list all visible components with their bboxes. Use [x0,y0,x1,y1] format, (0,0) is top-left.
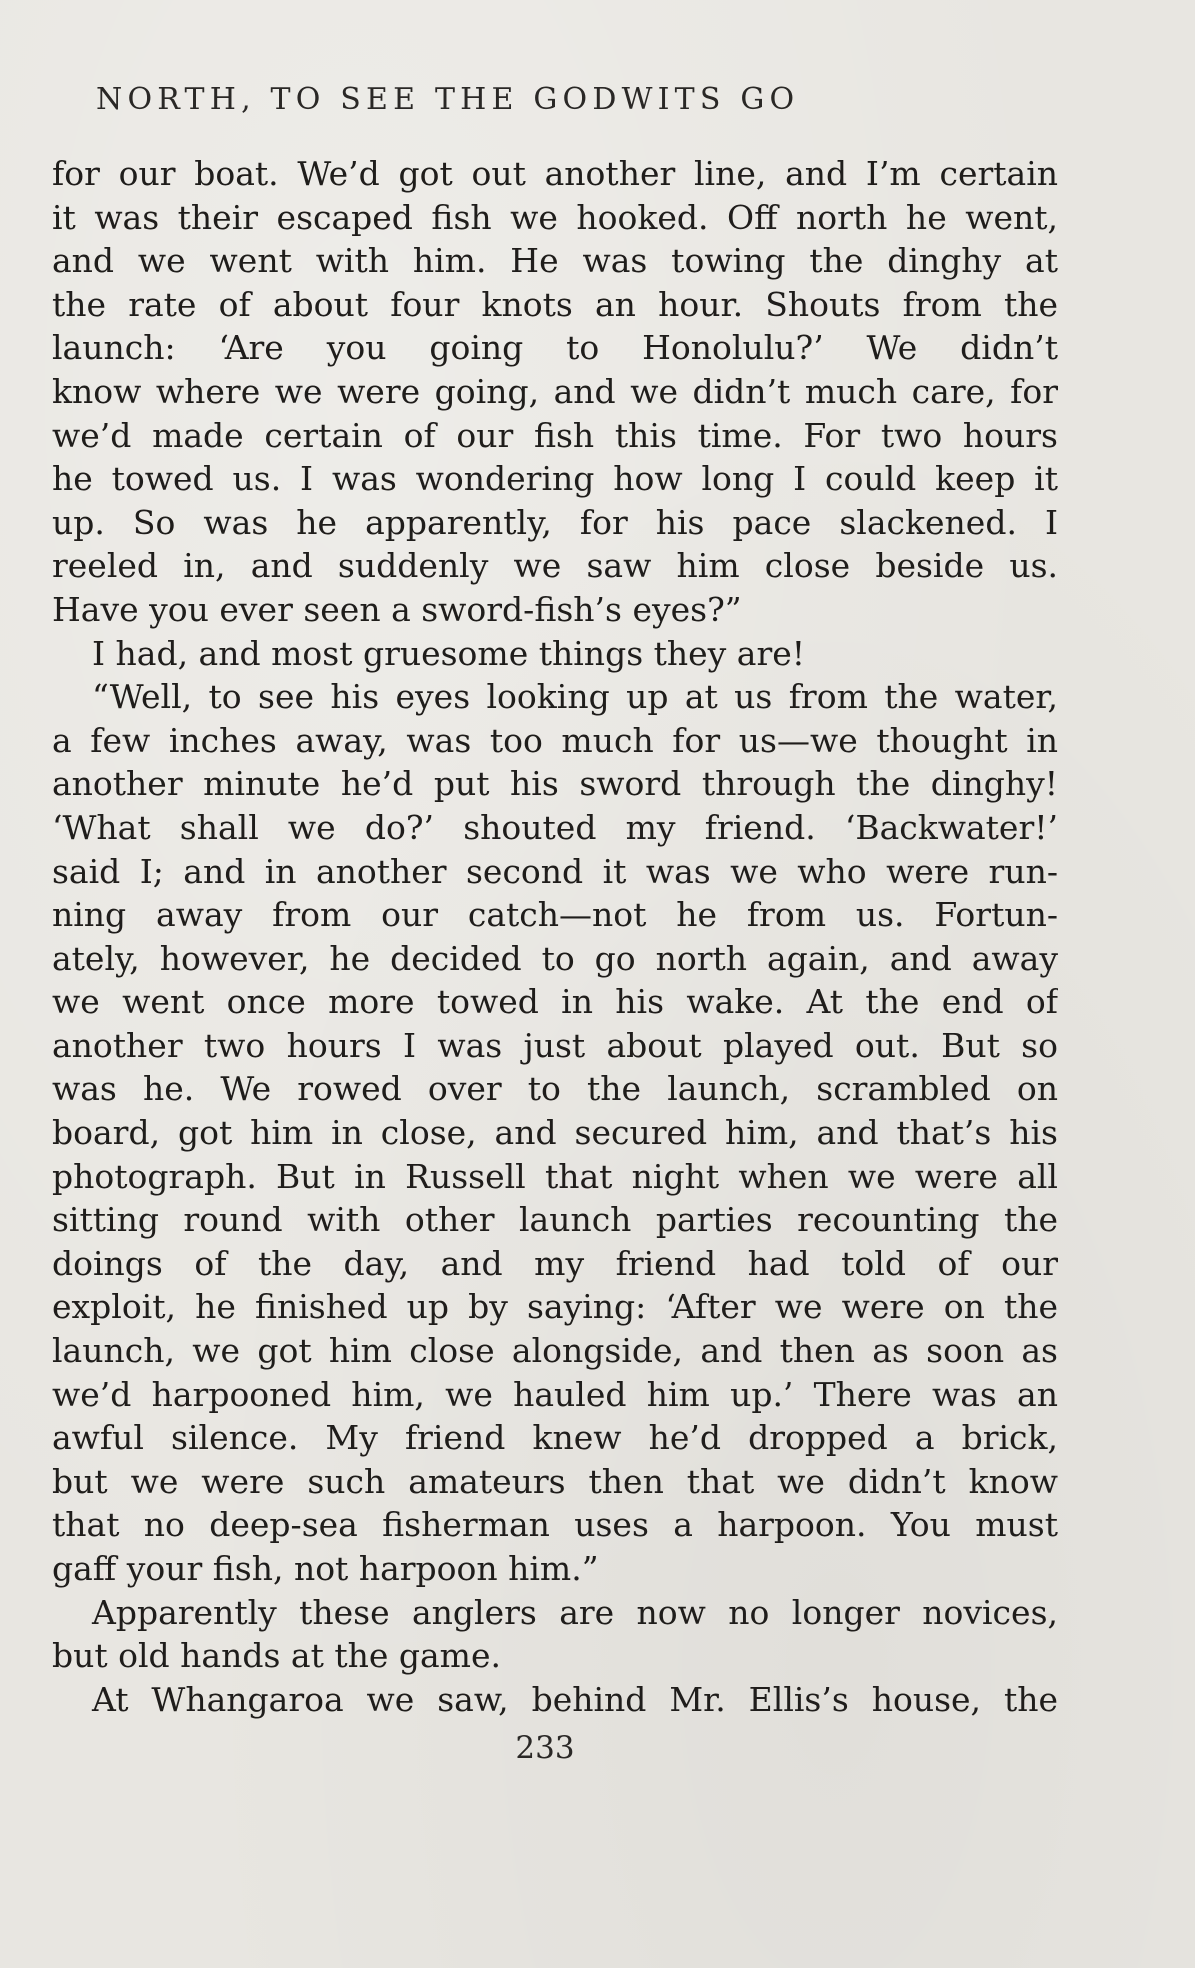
text-line: we’d harpooned him, we hauled him up.’ There was an [52,1374,1058,1414]
text-line: the rate of about four knots an hour. Shouts from the [52,284,1058,324]
text-line: sitting round with other launch parties recounting the [52,1200,1058,1240]
text-line: and we went with him. He was towing the dinghy at [52,241,1058,281]
text-line: Have you ever seen a sword-fish’s eyes?” [52,589,742,629]
text-line: reeled in, and suddenly we saw him close beside us. [52,546,1058,586]
text-line: doings of the day, and my friend had told of our [52,1243,1058,1283]
text-line: photograph. But in Russell that night when we were all [52,1156,1058,1196]
text-line: was he. We rowed over to the launch, scrambled on [52,1069,1058,1109]
running-head: NORTH, TO SEE THE GODWITS GO [96,82,800,117]
text-line: awful silence. My friend knew he’d dropped a brick, [52,1418,1058,1458]
text-line: board, got him in close, and secured him, and that’s his [52,1113,1058,1153]
text-line: but old hands at the game. [52,1636,501,1676]
text-line: said I; and in another second it was we who were run- [52,851,1058,891]
text-line: launch, we got him close alongside, and then as soon as [52,1331,1058,1371]
text-line: another minute he’d put his sword through the dinghy! [52,764,1058,804]
text-line: ‘What shall we do?’ shouted my friend. ‘Backwater!’ [52,807,1058,847]
text-line: he towed us. I was wondering how long I could keep it [52,459,1058,499]
text-line: At Whangaroa we saw, behind Mr. Ellis’s house, the [92,1679,1058,1719]
text-line: “Well, to see his eyes looking up at us from the water, [92,677,1058,717]
text-line: we’d made certain of our fish this time. For two hours [52,415,1058,455]
text-line: another two hours I was just about played out. But so [52,1025,1058,1065]
text-line: but we were such amateurs then that we didn’t know [52,1461,1058,1501]
text-line: Apparently these anglers are now no longer novices, [92,1592,1058,1632]
text-line: it was their escaped fish we hooked. Off north he went, [52,197,1058,237]
text-line: I had, and most gruesome things they are! [92,633,806,673]
text-line: ately, however, he decided to go north again, and away [52,938,1058,978]
text-line: launch: ‘Are you going to Honolulu?’ We didn’t [52,328,1058,368]
text-line: that no deep-sea fisherman uses a harpoon. You must [52,1505,1058,1545]
text-line: for our boat. We’d got out another line, and I’m certain [52,154,1058,193]
page-number: 233 [515,1730,575,1766]
text-line: exploit, he finished up by saying: ‘After we were on the [52,1287,1058,1327]
text-line: ning away from our catch—not he from us. Fortun- [52,895,1058,935]
text-line: we went once more towed in his wake. At the end of [52,982,1058,1022]
text-line: up. So was he apparently, for his pace slackened. I [52,502,1058,542]
text-line: know where we were going, and we didn’t much care, for [52,371,1058,411]
text-line: gaff your fish, not harpoon him.” [52,1549,599,1588]
body-text [52,152,1058,1721]
text-line: a few inches away, was too much for us—we thought in [52,720,1058,760]
